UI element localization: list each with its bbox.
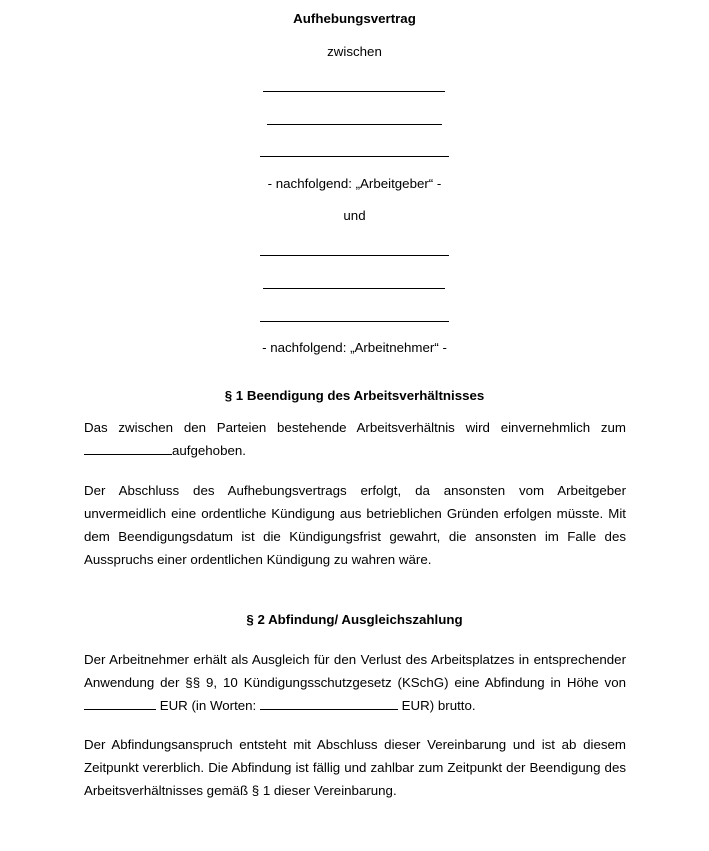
document-title: Aufhebungsvertrag bbox=[293, 11, 416, 26]
employer-line-1[interactable] bbox=[263, 91, 445, 92]
between-label: zwischen bbox=[327, 44, 382, 59]
section-1-paragraph-1-text: Das zwischen den Parteien bestehende Arbeitsverhältnis wird einvernehmlich zum bbox=[84, 420, 626, 435]
section-1-paragraph-1-end: aufgehoben. bbox=[172, 443, 246, 458]
section-1-heading: § 1 Beendigung des Arbeitsverhältnisses bbox=[224, 388, 485, 403]
section-2-paragraph-2: Der Abfindungsanspruch entsteht mit Abschluss dieser Vereinbarung und ist ab diesem Zeitpunkt vererblich. Die Abfindung ist fällig und zahlbar zum Zeitpunkt der Beendigung des Arbeitsverhältnisses gemäß § 1 dieser Vereinbarung. bbox=[84, 737, 626, 798]
section-2-paragraph-1-end: EUR) brutto. bbox=[401, 698, 476, 713]
section-2-paragraph-1 bbox=[84, 648, 626, 717]
employee-designation: - nachfolgend: „Arbeitnehmer“ - bbox=[262, 340, 447, 355]
amount-in-words-blank[interactable] bbox=[260, 696, 398, 710]
employee-line-3[interactable] bbox=[260, 321, 449, 322]
employee-line-2[interactable] bbox=[263, 288, 445, 289]
severance-amount-blank[interactable] bbox=[84, 696, 156, 710]
employee-line-1[interactable] bbox=[260, 255, 449, 256]
employer-line-2[interactable] bbox=[267, 124, 442, 125]
section-2-paragraph-1-text: Der Arbeitnehmer erhält als Ausgleich für den Verlust des Arbeitsplatzes in entsprechender Anwendung der §§ 9, 10 Kündigungsschutzgesetz (KSchG) eine Abfindung in Höhe von bbox=[84, 652, 626, 690]
employer-designation: - nachfolgend: „Arbeitgeber“ - bbox=[267, 176, 442, 191]
section-1-paragraph-2: Der Abschluss des Aufhebungsvertrags erfolgt, da ansonsten vom Arbeitgeber unvermeidlich eine ordentliche Kündigung aus betrieblichen Gründen erfolgen müsste. Mit dem Beendigungsdatum ist die Kündigungsfrist gewahrt, die ansonsten im Falle des Ausspruchs einer ordentlichen Kündigung zu wahren wäre. bbox=[84, 483, 626, 567]
employer-line-3[interactable] bbox=[260, 156, 449, 157]
section-1-paragraph-1 bbox=[84, 416, 626, 462]
section-2-heading: § 2 Abfindung/ Ausgleichszahlung bbox=[246, 612, 463, 627]
section-2-paragraph-1-mid: EUR (in Worten: bbox=[159, 698, 257, 713]
and-label: und bbox=[343, 208, 366, 223]
termination-date-blank[interactable] bbox=[84, 441, 172, 455]
